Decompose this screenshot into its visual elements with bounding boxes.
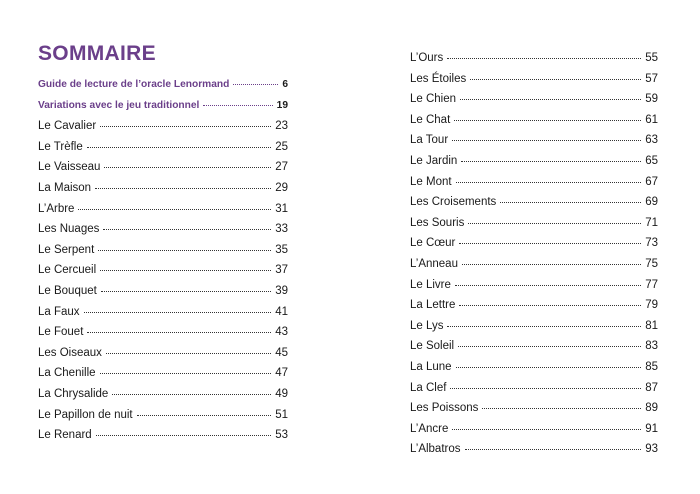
- toc-entry-page-number: 91: [645, 422, 658, 435]
- toc-dot-leader: [450, 387, 641, 389]
- toc-entry-label: Le Cœur: [410, 237, 456, 250]
- toc-entry-label: Le Mont: [410, 175, 452, 188]
- toc-entry-page-number: 73: [645, 237, 658, 250]
- toc-entry-page-number: 43: [275, 326, 288, 339]
- toc-entry-label: Le Chat: [410, 113, 451, 126]
- toc-entry-page-number: 59: [645, 93, 658, 106]
- toc-entry: [410, 215, 658, 236]
- toc-entry-label: La Faux: [38, 305, 80, 318]
- toc-entry-page-number: 23: [275, 120, 288, 133]
- toc-entry: [410, 174, 658, 195]
- toc-entry-page-number: 47: [275, 367, 288, 380]
- toc-entry: [410, 132, 658, 153]
- toc-entry-label: Le Cavalier: [38, 120, 97, 133]
- toc-dot-leader: [470, 78, 641, 80]
- toc-entry-label: La Lune: [410, 360, 452, 373]
- toc-entry-label: Les Poissons: [410, 402, 479, 415]
- toc-entry-page-number: 6: [282, 79, 288, 90]
- toc-entry-page-number: 27: [275, 161, 288, 174]
- toc-entry-page-number: 55: [645, 52, 658, 64]
- toc-entry: [38, 118, 288, 139]
- toc-entry: [38, 324, 288, 345]
- toc-entry-label: Le Soleil: [410, 340, 455, 353]
- toc-entry-page-number: 57: [645, 72, 658, 85]
- toc-entry-label: L’Albatros: [410, 443, 461, 456]
- toc-dot-leader: [112, 393, 271, 395]
- toc-dot-leader: [106, 352, 271, 354]
- toc-entry-page-number: 63: [645, 134, 658, 147]
- toc-entry: [38, 221, 288, 242]
- toc-entry-label: Le Serpent: [38, 243, 95, 256]
- toc-entry-page-number: 41: [275, 305, 288, 318]
- toc-dot-leader: [500, 201, 641, 203]
- toc-entry: [38, 139, 288, 160]
- toc-entry-label: Le Renard: [38, 429, 92, 442]
- toc-entry-label: Le Vaisseau: [38, 161, 101, 174]
- toc-entry: [38, 77, 288, 98]
- toc-entry: [410, 235, 658, 256]
- toc-dot-leader: [459, 242, 641, 244]
- toc-entry: [38, 304, 288, 325]
- toc-entry-page-number: 71: [645, 216, 658, 229]
- toc-dot-leader: [84, 311, 272, 313]
- toc-entry-label: La Chrysalide: [38, 387, 109, 400]
- toc-entry: [38, 283, 288, 304]
- toc-entry-label: Les Souris: [410, 216, 465, 229]
- toc-dot-leader: [461, 160, 641, 162]
- toc-entry: [410, 318, 658, 339]
- toc-dot-leader: [87, 331, 271, 333]
- toc-dot-leader: [78, 208, 271, 210]
- toc-entry-page-number: 53: [275, 429, 288, 442]
- toc-entry-page-number: 65: [645, 154, 658, 167]
- toc-entry-page-number: 45: [275, 346, 288, 359]
- toc-dot-leader: [87, 146, 271, 148]
- toc-entry: [410, 297, 658, 318]
- toc-entry: [410, 421, 658, 442]
- toc-entry-label: L’Anneau: [410, 257, 458, 270]
- toc-list-right: [410, 50, 658, 462]
- toc-entry-page-number: 67: [645, 175, 658, 188]
- toc-dot-leader: [456, 181, 642, 183]
- toc-dot-leader: [447, 325, 641, 327]
- toc-entry-label: L’Ours: [410, 52, 444, 64]
- toc-entry-label: Le Cercueil: [38, 264, 97, 277]
- toc-entry-page-number: 89: [645, 402, 658, 415]
- toc-dot-leader: [459, 304, 641, 306]
- toc-entry-page-number: 29: [275, 181, 288, 194]
- toc-dot-leader: [96, 434, 271, 436]
- toc-entry: [410, 277, 658, 298]
- toc-entry-label: Le Chien: [410, 93, 457, 106]
- toc-entry-label: Les Étoiles: [410, 72, 467, 85]
- toc-entry: [38, 159, 288, 180]
- toc-entry: [38, 427, 288, 448]
- toc-entry-label: Les Croisements: [410, 196, 497, 209]
- toc-dot-leader: [95, 187, 271, 189]
- toc-entry-page-number: 51: [275, 408, 288, 421]
- toc-entry-label: Le Jardin: [410, 154, 458, 167]
- toc-entry: [410, 441, 658, 462]
- toc-entry: [410, 50, 658, 71]
- toc-entry-label: Le Papillon de nuit: [38, 408, 133, 421]
- toc-entry-page-number: 75: [645, 257, 658, 270]
- page-title: SOMMAIRE: [38, 42, 156, 65]
- toc-entry: [38, 242, 288, 263]
- toc-entry-page-number: 83: [645, 340, 658, 353]
- toc-dot-leader: [104, 166, 271, 168]
- toc-entry-label: L’Arbre: [38, 202, 75, 215]
- toc-dot-leader: [468, 222, 641, 224]
- toc-entry: [38, 345, 288, 366]
- toc-entry: [38, 262, 288, 283]
- toc-entry: [410, 153, 658, 174]
- toc-entry-label: Les Oiseaux: [38, 346, 102, 359]
- toc-entry: [410, 112, 658, 133]
- toc-entry-label: Le Lys: [410, 319, 444, 332]
- toc-entry-label: Guide de lecture de l’oracle Lenormand: [38, 79, 230, 90]
- toc-entry: [38, 201, 288, 222]
- toc-dot-leader: [100, 125, 271, 127]
- toc-entry: [410, 400, 658, 421]
- toc-entry-page-number: 19: [276, 99, 288, 111]
- toc-entry-page-number: 25: [275, 140, 288, 153]
- toc-entry-label: L’Ancre: [410, 422, 449, 435]
- toc-dot-leader: [98, 249, 271, 251]
- toc-entry-page-number: 31: [275, 202, 288, 215]
- toc-entry-label: La Tour: [410, 134, 449, 147]
- toc-entry-label: La Lettre: [410, 299, 456, 312]
- toc-entry: [38, 180, 288, 201]
- toc-entry-page-number: 79: [645, 299, 658, 312]
- toc-entry-page-number: 49: [275, 387, 288, 400]
- toc-dot-leader: [454, 119, 641, 121]
- toc-dot-leader: [455, 284, 641, 286]
- toc-entry-page-number: 35: [275, 243, 288, 256]
- toc-dot-leader: [452, 428, 641, 430]
- toc-entry: [38, 407, 288, 428]
- toc-dot-leader: [452, 139, 641, 141]
- toc-list-left: [38, 77, 288, 448]
- toc-entry-page-number: 93: [645, 443, 658, 456]
- toc-entry-label: La Clef: [410, 381, 447, 394]
- toc-entry-page-number: 39: [275, 284, 288, 297]
- toc-entry-page-number: 87: [645, 381, 658, 394]
- toc-dot-leader: [460, 98, 641, 100]
- toc-dot-leader: [458, 345, 641, 347]
- toc-entry: [410, 338, 658, 359]
- toc-entry-label: La Chenille: [38, 367, 96, 380]
- toc-entry-label: La Maison: [38, 181, 92, 194]
- toc-dot-leader: [100, 269, 271, 271]
- toc-dot-leader: [103, 228, 271, 230]
- toc-entry: [410, 359, 658, 380]
- toc-dot-leader: [462, 263, 641, 265]
- toc-entry-page-number: 85: [645, 360, 658, 373]
- toc-entry: [38, 98, 288, 119]
- toc-entry-page-number: 81: [645, 319, 658, 332]
- toc-entry-label: Le Livre: [410, 278, 451, 291]
- toc-entry-label: Les Nuages: [38, 223, 100, 236]
- toc-entry-page-number: 77: [645, 278, 658, 291]
- toc-dot-leader: [137, 414, 272, 416]
- toc-dot-leader: [101, 290, 271, 292]
- toc-entry: [38, 386, 288, 407]
- toc-dot-leader: [456, 366, 642, 368]
- toc-entry-label: Le Trèfle: [38, 140, 83, 153]
- toc-entry-label: Variations avec le jeu traditionnel: [38, 99, 200, 111]
- toc-dot-leader: [482, 407, 641, 409]
- toc-entry: [38, 365, 288, 386]
- toc-entry-page-number: 61: [645, 113, 658, 126]
- toc-entry: [410, 380, 658, 401]
- toc-entry-label: Le Bouquet: [38, 284, 97, 297]
- toc-entry-page-number: 69: [645, 196, 658, 209]
- toc-dot-leader: [100, 372, 272, 374]
- toc-dot-leader: [447, 57, 641, 59]
- toc-entry-page-number: 37: [275, 264, 288, 277]
- toc-entry-label: Le Fouet: [38, 326, 84, 339]
- toc-entry: [410, 71, 658, 92]
- toc-dot-leader: [465, 448, 642, 450]
- toc-entry-page-number: 33: [275, 223, 288, 236]
- toc-entry: [410, 91, 658, 112]
- toc-dot-leader: [203, 104, 272, 106]
- toc-entry: [410, 256, 658, 277]
- toc-entry: [410, 194, 658, 215]
- toc-dot-leader: [233, 83, 278, 85]
